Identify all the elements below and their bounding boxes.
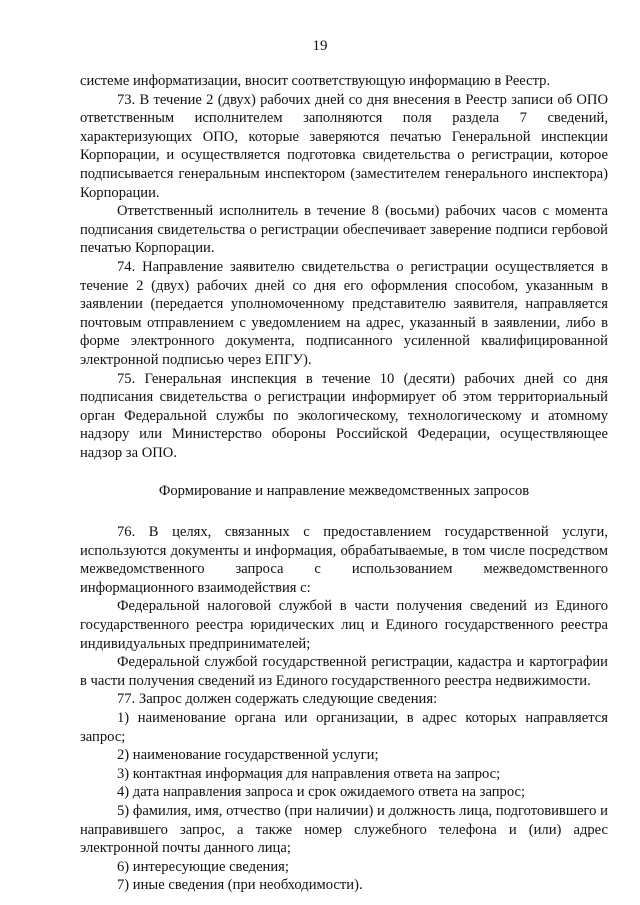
list-item: 1) наименование органа или организации, в адрес которых направляется запрос;: [80, 710, 608, 745]
paragraph-73: 73. В течение 2 (двух) рабочих дней со дня внесения в Реестр записи об ОПО ответственным исполнителем заполняются поля раздела 7 сведений, характеризующих ОПО, которые заверяются печатью Генеральной инспекции Корпорации, и осуществляется подготовка свидетельства о регистрации, которое подписывается генеральным инспектором (заместителем генерального инспектора) Корпорации.: [80, 91, 608, 201]
list-item: 4) дата направления запроса и срок ожидаемого ответа на запрос;: [117, 784, 526, 801]
list-item: 3) контактная информация для направления ответа на запрос;: [117, 765, 501, 782]
list-item: 7) иные сведения (при необходимости).: [117, 877, 363, 894]
paragraph-74: 74. Направление заявителю свидетельства о регистрации осуществляется в течение 2 (двух) рабочих дней со дня его оформления способом, указанным в заявлении (передается уполномоченному представителю заявителя, направляется почтовым отправлением с уведомлением на адрес, указанный в заявлении, либо в форме электронного документа, подписанного усиленной квалифицированной электронной подписью через ЕПГУ).: [80, 258, 608, 368]
paragraph-73-signature: Ответственный исполнитель в течение 8 (восьми) рабочих часов с момента подписания свидетельства о регистрации обеспечивает заверение подписи гербовой печатью Корпорации.: [80, 203, 608, 257]
paragraph-76-registry-service: Федеральной службой государственной регистрации, кадастра и картографии в части получения сведений из Единого государственного реестра недвижимости.: [80, 654, 608, 689]
list-item: 2) наименование государственной услуги;: [117, 747, 379, 764]
page-number: 19: [312, 38, 328, 54]
paragraph-77: 77. Запрос должен содержать следующие сведения:: [117, 691, 438, 708]
document-body: [80, 72, 608, 895]
paragraph-76-tax-service: Федеральной налоговой службой в части получения сведений из Единого государственного реестра юридических лиц и Единого государственного реестра индивидуальных предпринимателей;: [80, 598, 608, 652]
list-item: 6) интересующие сведения;: [117, 858, 289, 875]
paragraph-76: 76. В целях, связанных с предоставлением государственной услуги, используются документы и информация, обрабатываемые, в том числе посредством межведомственного запроса с использованием межведомственного информационного взаимодействия с:: [80, 524, 608, 596]
section-heading: Формирование и направление межведомственных запросов: [158, 483, 530, 500]
paragraph-continuation: системе информатизации, вносит соответствующую информацию в Реестр.: [80, 73, 551, 89]
list-item: 5) фамилия, имя, отчество (при наличии) и должность лица, подготовившего и направившего запрос, а также номер служебного телефона и (или) адрес электронной почты данного лица;: [80, 802, 608, 857]
paragraph-75: 75. Генеральная инспекция в течение 10 (десяти) рабочих дней со дня подписания свидетельства о регистрации информирует об этом территориальный орган Федеральной службы по экологическому, технологическому и атомному надзору или Министерство обороны Российской Федерации, осуществляющее надзор за ОПО.: [80, 370, 608, 461]
